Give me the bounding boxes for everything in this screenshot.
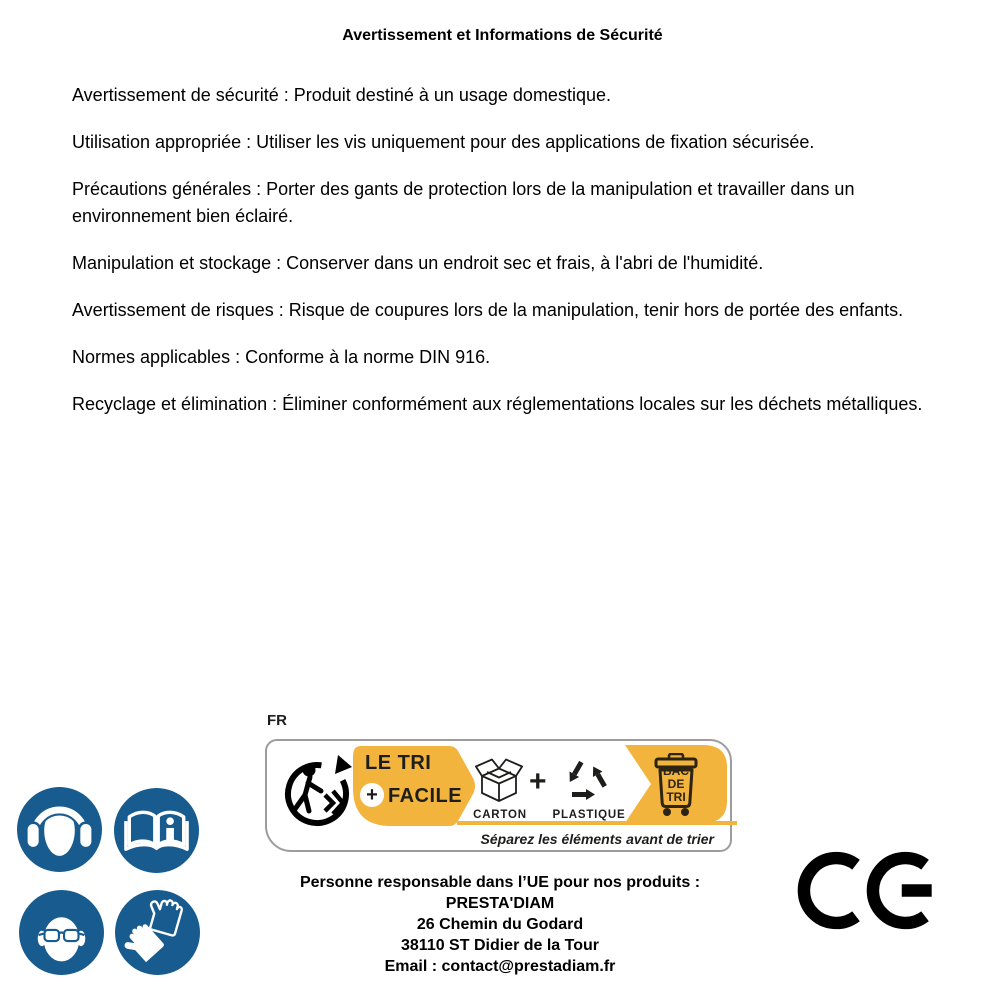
triman-logo-icon — [280, 749, 354, 831]
responsible-street: 26 Chemin du Godard — [416, 916, 584, 933]
responsible-person-block — [150, 872, 850, 977]
wear-eye-protection-icon — [19, 890, 104, 975]
recycling-arrows-icon — [561, 757, 611, 803]
country-code-label: FR — [267, 712, 287, 729]
plastique-label: PLASTIQUE — [552, 809, 626, 821]
bin-text-de: DE — [667, 777, 685, 791]
carton-label: CARTON — [473, 809, 527, 821]
page-title: Avertissement et Informations de Sécurité — [342, 27, 663, 44]
paragraph-appropriate-use: Utilisation appropriée : Utiliser les vis uniquement pour des applications de fixation sécurisée. — [72, 132, 815, 152]
responsible-company: PRESTA'DIAM — [445, 895, 555, 912]
facile-text: FACILE — [388, 785, 463, 807]
read-instruction-manual-icon — [114, 788, 199, 873]
responsible-intro: Personne responsable dans l’UE pour nos produits : — [299, 874, 701, 891]
bin-text-tri: TRI — [666, 790, 686, 804]
paragraph-recycling: Recyclage et élimination : Éliminer conformément aux réglementations locales sur les déchets métalliques. — [72, 394, 923, 414]
paragraph-safety-warning: Avertissement de sécurité : Produit destiné à un usage domestique. — [72, 85, 611, 105]
paragraph-risk-warning: Avertissement de risques : Risque de coupures lors de la manipulation, tenir hors de portée des enfants. — [72, 300, 904, 320]
plus-circle-icon: + — [360, 783, 384, 807]
responsible-email: Email : contact@prestadiam.fr — [384, 958, 616, 975]
sorting-instruction: Séparez les éléments avant de trier — [480, 831, 714, 847]
plus-separator: + — [529, 765, 547, 798]
recycling-sorting-label — [265, 739, 732, 852]
safety-text-block — [72, 82, 934, 438]
bac-de-tri-chevron — [625, 745, 727, 823]
paragraph-standards: Normes applicables : Conforme à la norme DIN 916. — [72, 347, 491, 367]
ce-mark-icon — [797, 841, 945, 940]
paragraph-general-precautions: Précautions générales : Porter des gants de protection lors de la manipulation et travailler dans un environnement bien éclairé. — [72, 179, 855, 226]
responsible-city: 38110 ST Didier de la Tour — [401, 937, 599, 954]
wear-ear-protection-icon — [17, 787, 102, 872]
cardboard-box-icon — [475, 757, 523, 803]
le-tri-text: LE TRI — [365, 752, 432, 774]
bin-text-bac: BAC — [663, 764, 689, 778]
paragraph-handling-storage: Manipulation et stockage : Conserver dans un endroit sec et frais, à l'abri de l'humidité. — [72, 253, 764, 273]
le-tri-facile-bubble — [351, 746, 477, 826]
